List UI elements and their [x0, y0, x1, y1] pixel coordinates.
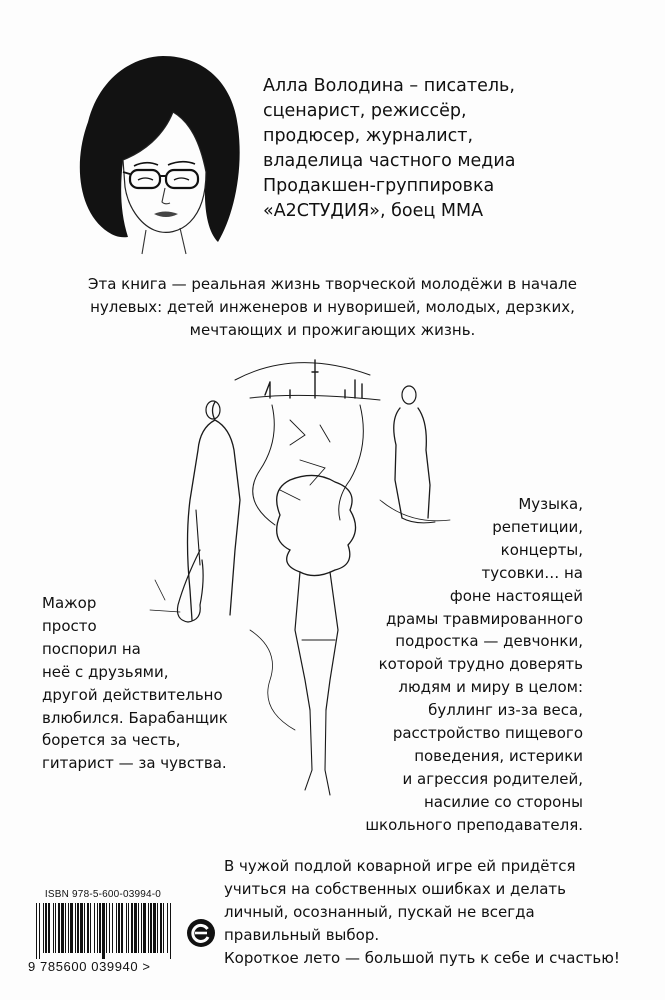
blurb-line: другой действительно [42, 685, 223, 704]
blurb-line: фоне настоящей [449, 586, 583, 605]
blurb-line: концерты, [500, 540, 583, 559]
author-bio [263, 74, 643, 224]
closing-line: В чужой подлой коварной игре ей придётся [224, 857, 576, 875]
closing-line: учиться на собственных ошибках и делать [224, 880, 566, 898]
blurb-line: гитарист — за чувства. [42, 754, 227, 773]
intro-line: Эта книга — реальная жизнь творческой молодёжи в начале [88, 275, 577, 293]
bio-line: «А2СТУДИЯ», боец ММА [263, 201, 484, 221]
blurb-line: просто [42, 616, 97, 635]
left-blurb [42, 592, 242, 775]
intro-line: мечтающих и прожигающих жизнь. [189, 321, 476, 339]
intro-line: нулевых: детей инженеров и нуворишей, молодых, дерзких, [90, 298, 575, 316]
barcode [30, 903, 180, 959]
blurb-line: подростка — девчонки, [395, 632, 583, 651]
blurb-line: неё с друзьями, [42, 662, 169, 681]
publisher-logo-icon [186, 918, 216, 948]
blurb-line: насилие со стороны [423, 792, 583, 811]
right-blurb [293, 493, 583, 837]
bio-line: владелица частного медиа [263, 151, 516, 171]
author-portrait [68, 42, 248, 257]
bio-line: продюсер, журналист, [263, 126, 474, 146]
blurb-line: поведения, истерики [414, 746, 583, 765]
blurb-line: которой трудно доверять [378, 655, 583, 674]
blurb-line: Музыка, [518, 495, 583, 513]
closing-line: Короткое лето — большой путь к себе и счастью! [224, 949, 620, 967]
blurb-line: поспорил на [42, 639, 141, 658]
blurb-line: и агрессия родителей, [402, 769, 583, 788]
bio-line: Продакшен-группировка [263, 176, 495, 196]
blurb-line: школьного преподавателя. [365, 815, 583, 834]
blurb-line: Мажор [42, 594, 97, 612]
blurb-line: репетиции, [492, 517, 583, 536]
closing-line: личный, осознанный, пускай не всегда [224, 903, 535, 921]
isbn-label: ISBN 978-5-600-03994-0 [44, 889, 162, 900]
blurb-line: расстройство пищевого [392, 724, 583, 743]
blurb-line: влюбился. Барабанщик [42, 708, 228, 727]
closing-line: правильный выбор. [224, 926, 380, 944]
blurb-line: людям и миру в целом: [398, 678, 583, 697]
bio-line: сценарист, режиссёр, [263, 101, 467, 121]
bio-line: Алла Володина – писатель, [263, 76, 515, 96]
isbn-digits: 9 785600 039940 > [28, 959, 151, 974]
closing-paragraph [224, 855, 654, 970]
intro-paragraph [40, 273, 625, 342]
blurb-line: драмы травмированного [386, 609, 583, 628]
blurb-line: тусовки… на [481, 563, 583, 582]
blurb-line: буллинг из-за веса, [428, 701, 583, 720]
blurb-line: борется за честь, [42, 731, 181, 750]
isbn-barcode-block [28, 889, 178, 979]
